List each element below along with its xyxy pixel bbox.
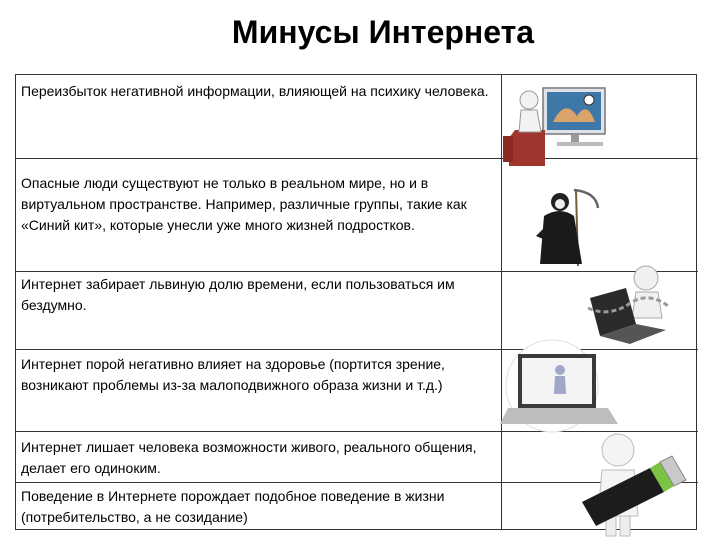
grim-reaper-icon: [530, 186, 600, 268]
row-text: Интернет лишает человека возможности живого, реального общения, делает его одиноким.: [16, 432, 502, 482]
row-text: Опасные люди существуют не только в реальном мире, но и в виртуальном пространстве. Например, различные группы, такие как «Синий кит», которые унесли уже много жизней подростков.: [16, 159, 502, 271]
row-text: Поведение в Интернете порождает подобное поведение в жизни (потребительство, а не созидание): [16, 483, 502, 529]
figure-at-monitor-icon: [495, 78, 625, 168]
row-text: Интернет забирает львиную долю времени, если пользоваться им бездумно.: [16, 272, 502, 349]
row-text: Переизбыток негативной информации, влияющей на психику человека.: [16, 75, 502, 158]
chained-laptop-icon: [580, 258, 680, 344]
figure-with-usb-drive-icon: [580, 428, 690, 540]
row-text: Интернет порой негативно влияет на здоровье (портится зрение, возникают проблемы из-за малоподвижного образа жизни и т.д.): [16, 350, 502, 431]
slide-title: Минусы Интернета: [231, 14, 535, 50]
figure-in-laptop-icon: [500, 338, 620, 434]
